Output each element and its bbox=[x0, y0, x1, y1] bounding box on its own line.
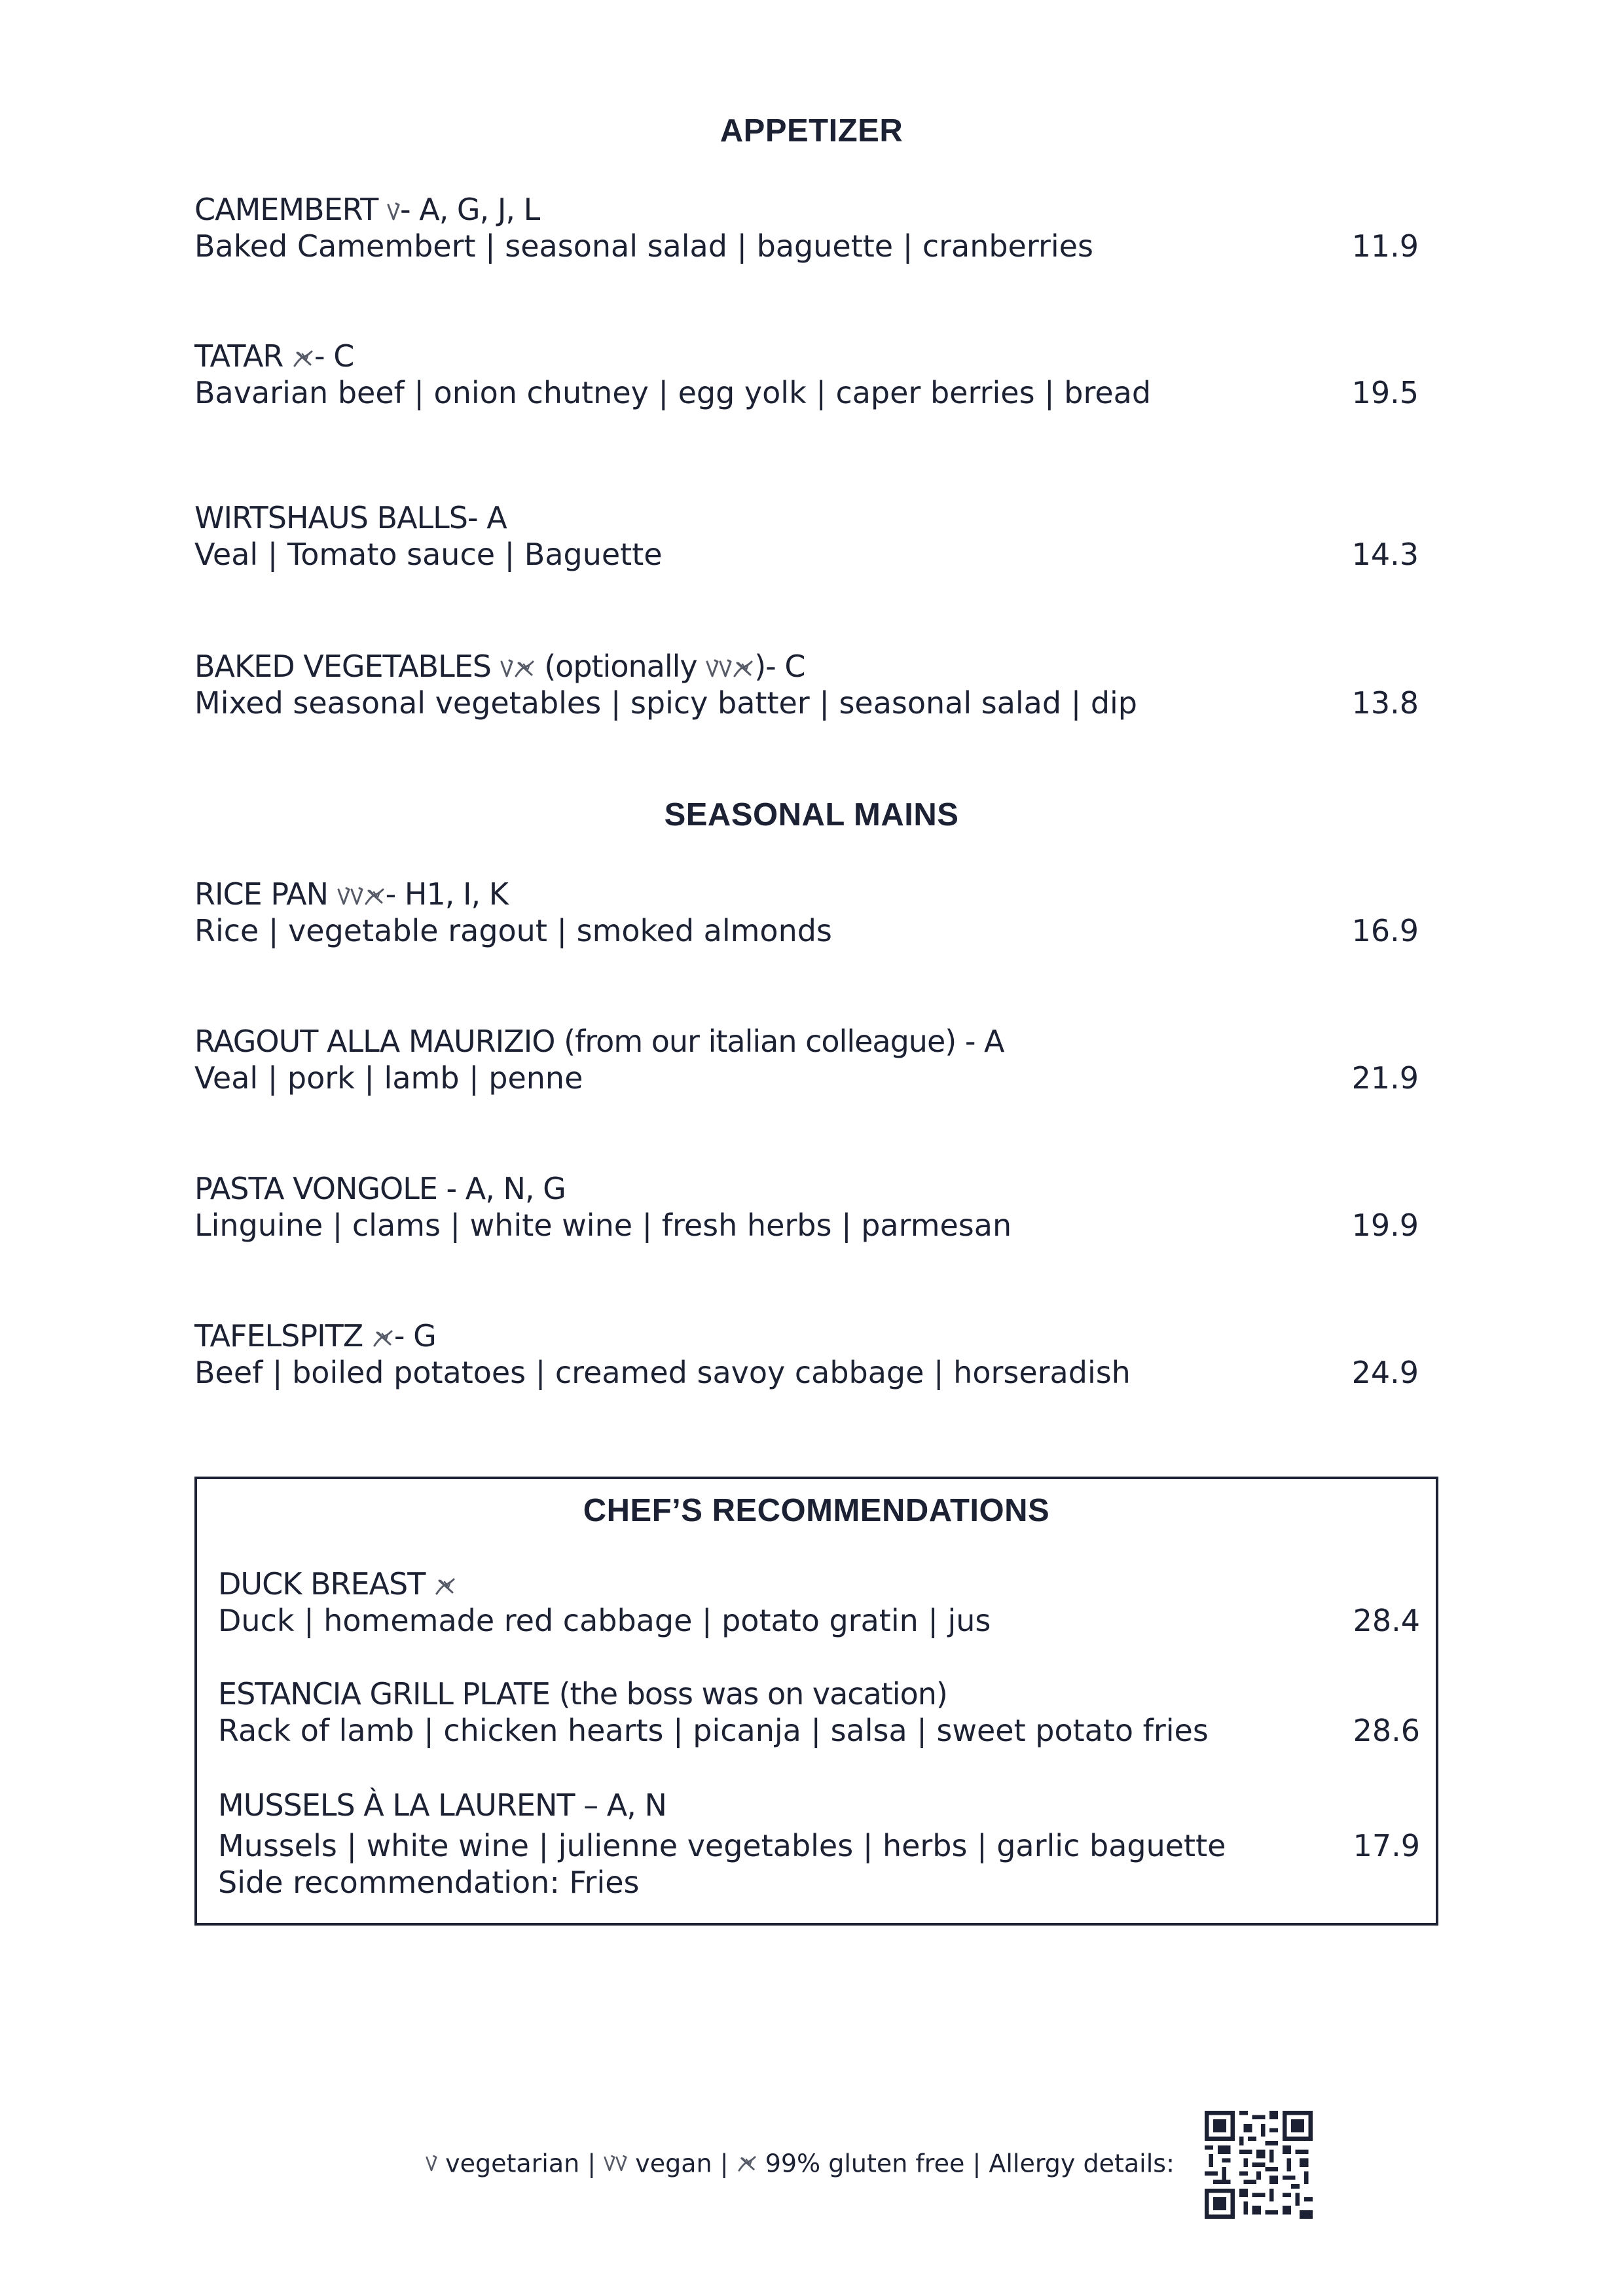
item-name: TATAR - C bbox=[194, 338, 354, 374]
gluten-free-icon bbox=[372, 1329, 394, 1348]
item-price: 19.5 bbox=[1351, 375, 1419, 410]
menu-item-rice-pan bbox=[194, 876, 1419, 949]
vegetarian-icon bbox=[387, 202, 400, 222]
qr-code-icon[interactable] bbox=[1205, 2111, 1313, 2219]
vegetarian-icon bbox=[500, 659, 513, 679]
item-price: 14.3 bbox=[1351, 537, 1419, 572]
item-description: Veal | Tomato sauce | Baguette bbox=[194, 537, 663, 572]
vegetarian-icon bbox=[426, 2155, 437, 2173]
item-name: RAGOUT ALLA MAURIZIO (from our italian colleague) - A bbox=[194, 1024, 1004, 1059]
item-description: Bavarian beef | onion chutney | egg yolk | caper berries | bread bbox=[194, 375, 1152, 410]
vegan-icon bbox=[604, 2155, 627, 2173]
item-description: Mixed seasonal vegetables | spicy batter | seasonal salad | dip bbox=[194, 685, 1137, 721]
gluten-free-icon bbox=[737, 2155, 757, 2173]
item-name: TAFELSPITZ - G bbox=[194, 1318, 436, 1354]
item-price: 17.9 bbox=[1353, 1828, 1420, 1863]
item-price: 24.9 bbox=[1351, 1355, 1419, 1390]
item-price: 16.9 bbox=[1351, 913, 1419, 948]
item-price: 21.9 bbox=[1351, 1060, 1419, 1096]
menu-item-ragout-alla-maurizio bbox=[194, 1023, 1419, 1096]
item-name: DUCK BREAST bbox=[218, 1566, 1420, 1602]
item-price: 28.4 bbox=[1353, 1603, 1420, 1638]
gluten-free-icon bbox=[732, 659, 754, 679]
chef-recommendations-heading: CHEF’S RECOMMENDATIONS bbox=[583, 1493, 1050, 1528]
item-price: 28.6 bbox=[1353, 1713, 1420, 1748]
item-description: Duck | homemade red cabbage | potato gratin | jus bbox=[218, 1603, 991, 1638]
item-price: 13.8 bbox=[1351, 685, 1419, 721]
menu-item-wirtshaus-balls bbox=[194, 499, 1419, 573]
vegan-icon bbox=[706, 659, 732, 679]
footer-legend bbox=[0, 2111, 1623, 2222]
item-description: Veal | pork | lamb | penne bbox=[194, 1060, 583, 1096]
legend-allergy-details: | Allergy details: bbox=[972, 2149, 1175, 2178]
menu-item-pasta-vongole bbox=[194, 1170, 1419, 1244]
item-price: 11.9 bbox=[1351, 228, 1419, 264]
item-price: 19.9 bbox=[1351, 1208, 1419, 1243]
menu-item-camembert bbox=[194, 191, 1419, 264]
menu-item-baked-vegetables bbox=[194, 648, 1419, 721]
item-description: Beef | boiled potatoes | creamed savoy cabbage | horseradish bbox=[194, 1355, 1131, 1390]
item-name: RICE PAN - H1, I, K bbox=[194, 876, 508, 912]
legend-vegetarian: vegetarian bbox=[445, 2149, 580, 2178]
seasonal-mains-heading: SEASONAL MAINS bbox=[664, 797, 959, 833]
item-name: PASTA VONGOLE - A, N, G bbox=[194, 1171, 566, 1206]
appetizer-heading: APPETIZER bbox=[720, 113, 903, 149]
item-name: WIRTSHAUS BALLS- A bbox=[194, 500, 507, 535]
gluten-free-icon bbox=[513, 659, 536, 679]
item-description: Linguine | clams | white wine | fresh herbs | parmesan bbox=[194, 1208, 1012, 1243]
vegan-icon bbox=[337, 887, 363, 906]
item-name: BAKED VEGETABLES (optionally )- C bbox=[194, 649, 805, 684]
gluten-free-icon bbox=[292, 349, 314, 368]
legend-line: vegetarian | vegan | 99% gluten free | Allergy details: bbox=[426, 2142, 1175, 2183]
item-name: ESTANCIA GRILL PLATE (the boss was on vacation) bbox=[218, 1676, 947, 1712]
legend-gluten-free: 99% gluten free bbox=[765, 2149, 965, 2178]
item-description: Mussels | white wine | julienne vegetables | herbs | garlic baguette bbox=[218, 1828, 1226, 1863]
menu-item-mussels-a-la-laurent bbox=[218, 1787, 1420, 1901]
item-name: CAMEMBERT - A, G, J, L bbox=[194, 192, 540, 227]
menu-item-duck-breast bbox=[218, 1566, 1420, 1639]
menu-item-tatar bbox=[194, 338, 1419, 411]
chef-recommendations-box bbox=[194, 1477, 1438, 1926]
item-description: Rice | vegetable ragout | smoked almonds bbox=[194, 913, 832, 948]
legend-vegan: vegan bbox=[635, 2149, 712, 2178]
item-description: Rack of lamb | chicken hearts | picanja | salsa | sweet potato fries bbox=[218, 1713, 1209, 1748]
item-name: MUSSELS À LA LAURENT – A, N bbox=[218, 1787, 666, 1823]
menu-item-estancia-grill-plate bbox=[218, 1676, 1420, 1749]
item-description: Baked Camembert | seasonal salad | baguette | cranberries bbox=[194, 228, 1093, 264]
menu-item-tafelspitz bbox=[194, 1318, 1419, 1391]
gluten-free-icon bbox=[434, 1577, 456, 1596]
gluten-free-icon bbox=[363, 887, 386, 906]
side-recommendation: Side recommendation: Fries bbox=[218, 1865, 640, 1900]
